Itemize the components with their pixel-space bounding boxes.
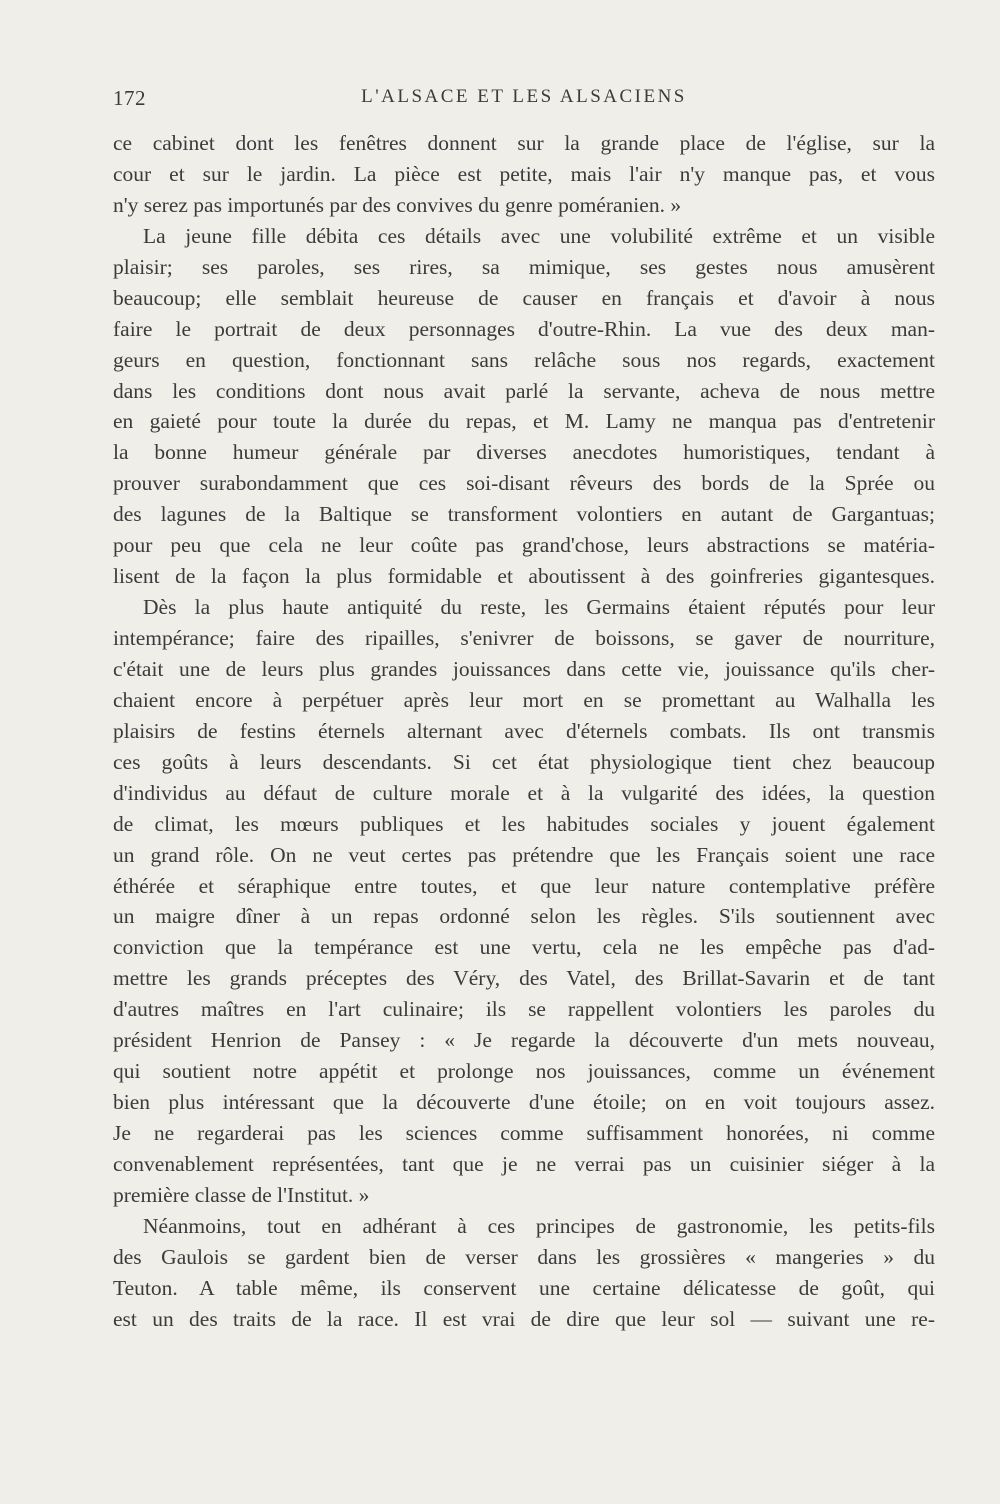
- text-line: éthérée et séraphique entre toutes, et que leur nature contemplative préfère: [113, 873, 935, 898]
- text-line: qui soutient notre appétit et prolonge nos jouissances, comme un événement: [113, 1059, 935, 1084]
- text-line: Dès la plus haute antiquité du reste, les Germains étaient réputés pour leur: [143, 595, 935, 620]
- text-line: c'était une de leurs plus grandes jouissances dans cette vie, jouissance qu'ils cher-: [113, 656, 935, 681]
- text-line: cour et sur le jardin. La pièce est petite, mais l'air n'y manque pas, et vous: [113, 161, 935, 186]
- text-line: Néanmoins, tout en adhérant à ces principes de gastronomie, les petits-fils: [143, 1213, 935, 1238]
- text-line: n'y serez pas importunés par des convives du genre poméranien. »: [113, 192, 682, 217]
- text-line: ces goûts à leurs descendants. Si cet état physiologique tient chez beaucoup: [113, 749, 935, 774]
- text-line: prouver surabondamment que ces soi-disant rêveurs des bords de la Sprée ou: [113, 471, 935, 496]
- text-line: plaisirs de festins éternels alternant avec d'éternels combats. Ils ont transmis: [113, 718, 935, 743]
- body-text: [113, 128, 935, 1335]
- text-line: lisent de la façon la plus formidable et aboutissent à des goinfreries gigantesques.: [113, 564, 935, 589]
- text-line: première classe de l'Institut. »: [113, 1182, 370, 1207]
- text-line: des Gaulois se gardent bien de verser dans les grossières « mangeries » du: [113, 1244, 935, 1269]
- text-line: est un des traits de la race. Il est vrai de dire que leur sol — suivant une re-: [113, 1306, 935, 1331]
- text-line: des lagunes de la Baltique se transforment volontiers en autant de Gargantuas;: [113, 502, 935, 527]
- text-line: chaient encore à perpétuer après leur mort en se promettant au Walhalla les: [113, 687, 935, 712]
- text-line: mettre les grands préceptes des Véry, des Vatel, des Brillat-Savarin et de tant: [113, 966, 935, 991]
- text-line: plaisir; ses paroles, ses rires, sa mimique, ses gestes nous amusèrent: [113, 254, 935, 279]
- text-line: un grand rôle. On ne veut certes pas prétendre que les Français soient une race: [113, 842, 935, 867]
- text-line: faire le portrait de deux personnages d'outre-Rhin. La vue des deux man-: [113, 316, 935, 341]
- text-line: Teuton. A table même, ils conservent une certaine délicatesse de goût, qui: [113, 1275, 935, 1300]
- text-line: président Henrion de Pansey : « Je regarde la découverte d'un mets nouveau,: [113, 1028, 935, 1053]
- running-head: [113, 86, 935, 116]
- text-line: beaucoup; elle semblait heureuse de causer en français et d'avoir à nous: [113, 285, 935, 310]
- text-line: intempérance; faire des ripailles, s'enivrer de boissons, se gaver de nourriture,: [113, 626, 935, 650]
- text-line: d'individus au défaut de culture morale et à la vulgarité des idées, la question: [113, 780, 935, 805]
- text-line: dans les conditions dont nous avait parlé la servante, acheva de nous mettre: [113, 378, 935, 403]
- text-line: bien plus intéressant que la découverte d'une étoile; on en voit toujours assez.: [113, 1090, 935, 1115]
- text-line: convenablement représentées, tant que je ne verrai pas un cuisinier siéger à la: [113, 1151, 935, 1176]
- text-line: ce cabinet dont les fenêtres donnent sur la grande place de l'église, sur la: [113, 131, 935, 155]
- text-line: en gaieté pour toute la durée du repas, et M. Lamy ne manqua pas d'entretenir: [113, 409, 935, 434]
- text-line: de climat, les mœurs publiques et les habitudes sociales y jouent également: [113, 811, 935, 836]
- text-line: d'autres maîtres en l'art culinaire; ils se rappellent volontiers les paroles du: [113, 997, 935, 1022]
- text-line: pour peu que cela ne leur coûte pas grand'chose, leurs abstractions se matéria-: [113, 533, 935, 558]
- text-line: La jeune fille débita ces détails avec une volubilité extrême et un visible: [143, 223, 935, 248]
- text-line: Je ne regarderai pas les sciences comme suffisamment honorées, ni comme: [113, 1121, 935, 1145]
- text-line: un maigre dîner à un repas ordonné selon les règles. S'ils soutiennent avec: [113, 904, 935, 929]
- text-line: la bonne humeur générale par diverses anecdotes humoristiques, tendant à: [113, 440, 935, 465]
- running-title: L'ALSACE ET LES ALSACIENS: [361, 86, 687, 107]
- text-line: conviction que la tempérance est une vertu, cela ne les empêche pas d'ad-: [113, 935, 935, 960]
- text-line: geurs en question, fonctionnant sans relâche sous nos regards, exactement: [113, 347, 935, 372]
- page-number: 172: [113, 86, 146, 110]
